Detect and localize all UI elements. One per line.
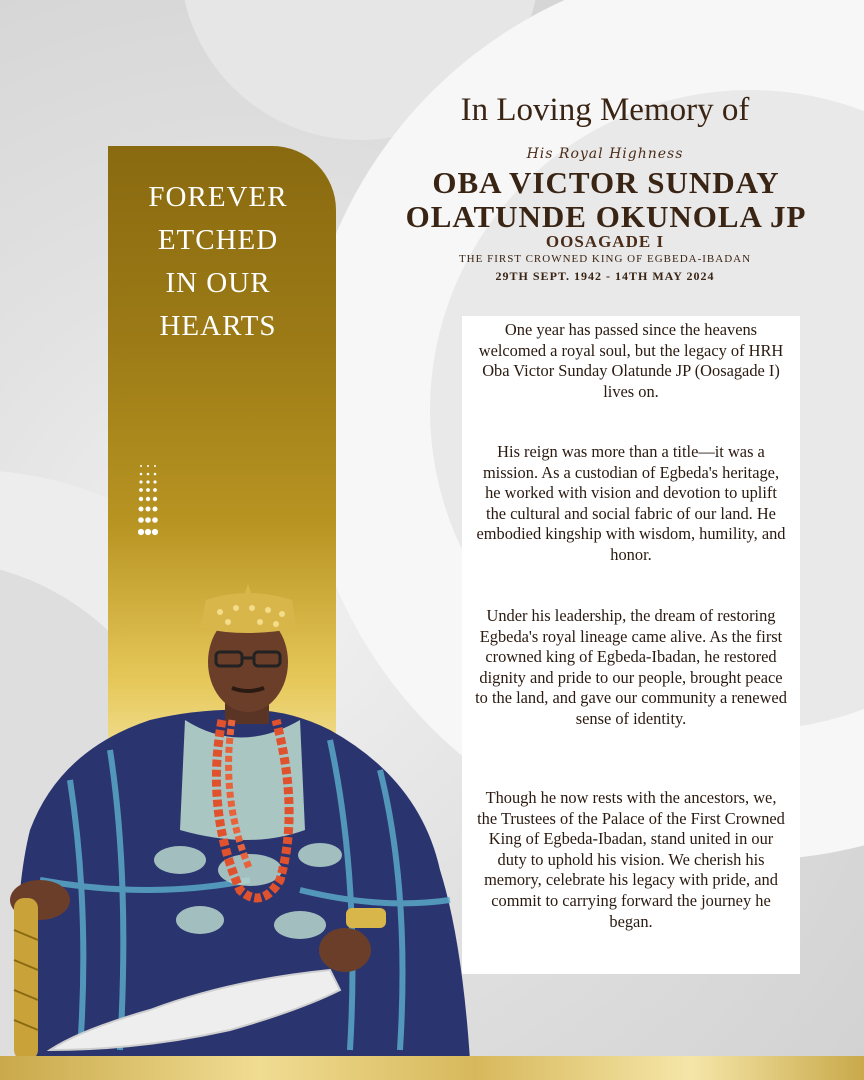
tribute-paragraph: His reign was more than a title—it was a mission. As a custodian of Egbeda's heritage, he worked with vision and devotion to uplift the cultural and social fabric of our land. He embodied kingship with wisdom, humility, and honor. (476, 442, 786, 564)
king-name-line: OLATUNDE OKUNOLA JP (405, 199, 807, 234)
king-subtitle: THE FIRST CROWNED KING OF EGBEDA-IBADAN (458, 253, 752, 265)
memorial-heading: In Loving Memory of (460, 92, 750, 128)
slogan-line: IN OUR (165, 267, 271, 299)
king-name-line: OBA VICTOR SUNDAY (432, 165, 780, 200)
bottom-gold-bar (0, 1056, 864, 1080)
slogan-line: FOREVER (148, 181, 288, 213)
slogan-line: ETCHED (157, 224, 279, 256)
tribute-text-box (462, 316, 800, 974)
slogan-line: HEARTS (159, 310, 277, 342)
tribute-paragraph: One year has passed since the heavens welcomed a royal soul, but the legacy of HRH Oba Victor Sunday Olatunde JP (Oosagade I) lives on. (478, 320, 784, 401)
dot-pattern-decoration (138, 464, 162, 540)
tribute-paragraph: Under his leadership, the dream of restoring Egbeda's royal lineage came alive. As the first crowned king of Egbeda-Ibadan, he restored dignity and pride to our people, brought peace to the land, and gave our community a renewed sense of identity. (475, 606, 787, 728)
king-name (388, 166, 824, 234)
life-dates: 29TH SEPT. 1942 - 14TH MAY 2024 (495, 269, 715, 283)
king-portrait (0, 580, 470, 1060)
tribute-paragraph: Though he now rests with the ancestors, we, the Trustees of the Palace of the First Crowned King of Egbeda-Ibadan, stand united in our duty to uphold his vision. We cherish his memory, celebrate his legacy with pride, and commit to carrying forward the journey he began. (477, 788, 785, 931)
panel-slogan (118, 176, 318, 348)
royal-title: OOSAGADE I (545, 232, 665, 251)
honorific-script: His Royal Highness (526, 146, 684, 162)
